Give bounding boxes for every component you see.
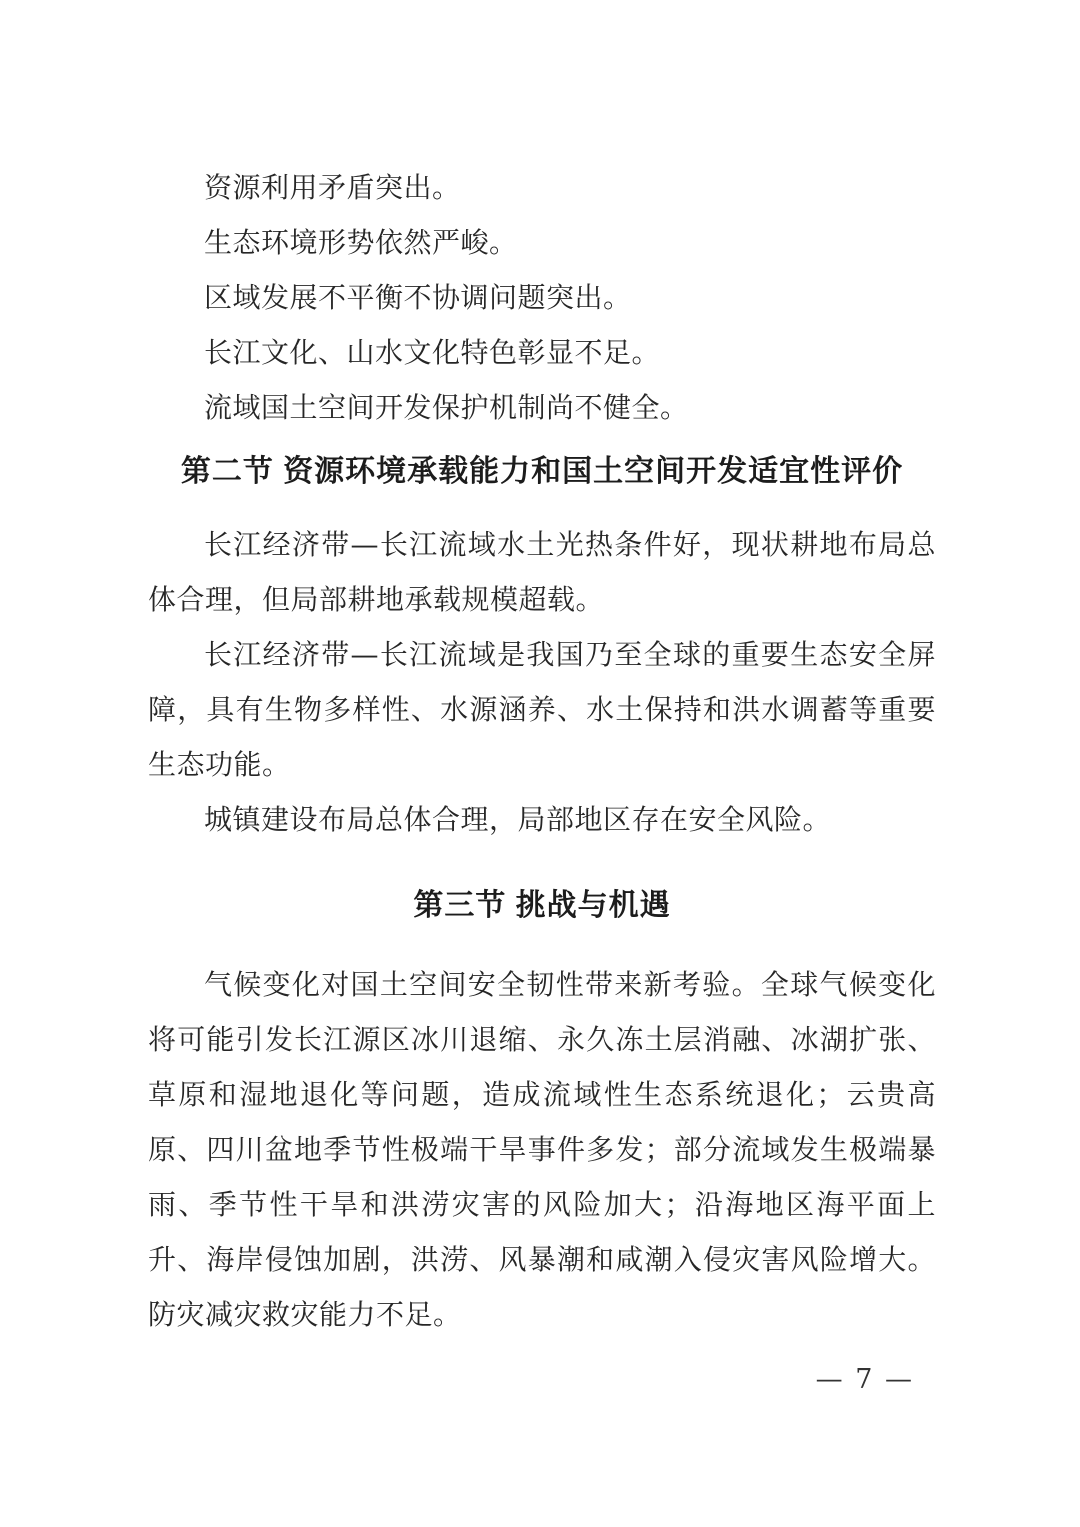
- section-3-heading: 第三节 挑战与机遇: [413, 889, 671, 922]
- section-3-paragraph-1: 气候变化对国土空间安全韧性带来新考验。全球气候变化将可能引发长江源区冰川退缩、永久冻土层消融、冰湖扩张、草原和湿地退化等问题，造成流域性生态系统退化；云贵高原、四川盆地季节性极端干旱事件多发；部分流域发生极端暴雨、季节性干旱和洪涝灾害的风险加大；沿海地区海平面上升、海岸侵蚀加剧，洪涝、风暴潮和咸潮入侵灾害风险增大。防灾减灾救灾能力不足。: [148, 968, 936, 1331]
- page-content: [148, 160, 936, 1407]
- intro-paragraph-2: 生态环境形势依然严峻。: [204, 226, 518, 259]
- intro-paragraph-1: 资源利用矛盾突出。: [204, 171, 461, 204]
- page-number: — 7 —: [815, 1364, 914, 1395]
- section-2-heading: 第二节 资源环境承载能力和国土空间开发适宜性评价: [180, 455, 904, 488]
- intro-paragraph-3: 区域发展不平衡不协调问题突出。: [204, 281, 632, 314]
- section-2-paragraph-1: 长江经济带—长江流域水土光热条件好，现状耕地布局总体合理，但局部耕地承载规模超载。: [148, 528, 936, 616]
- intro-paragraph-5: 流域国土空间开发保护机制尚不健全。: [204, 391, 689, 424]
- section-2-paragraph-2: 长江经济带—长江流域是我国乃至全球的重要生态安全屏障，具有生物多样性、水源涵养、水土保持和洪水调蓄等重要生态功能。: [148, 638, 936, 781]
- section-2-paragraph-3: 城镇建设布局总体合理，局部地区存在安全风险。: [204, 803, 832, 836]
- intro-paragraph-4: 长江文化、山水文化特色彰显不足。: [204, 336, 661, 369]
